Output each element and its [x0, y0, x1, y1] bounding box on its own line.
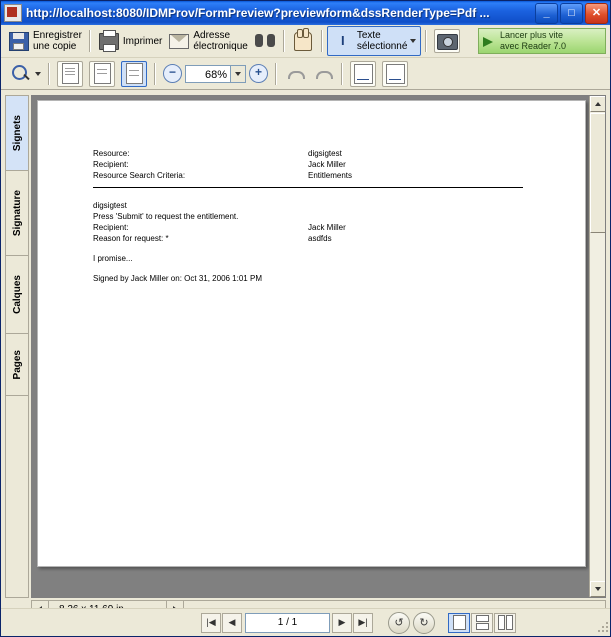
first-page-icon: |◀ — [206, 617, 216, 627]
sign-document-button[interactable] — [347, 60, 379, 88]
continuous-view-icon — [476, 615, 489, 630]
rotate-counterclockwise-button[interactable] — [388, 612, 410, 634]
select-text-label-line1: Texte — [356, 30, 381, 41]
pdf-viewport — [31, 95, 606, 598]
window-controls — [535, 3, 608, 24]
body-recipient-value: Jack Miller — [308, 223, 346, 232]
resource-label: Resource: — [93, 149, 130, 158]
sign-document-icon — [350, 61, 376, 87]
vertical-scroll-thumb[interactable] — [590, 113, 606, 233]
form-row — [93, 233, 567, 244]
zoom-out-icon: − — [163, 64, 182, 83]
camera-icon — [434, 29, 460, 53]
spacer — [93, 244, 567, 253]
search-criteria-value: Entitlements — [308, 171, 353, 180]
search-button[interactable] — [251, 27, 279, 55]
toolbar-separator — [321, 30, 323, 52]
single-page-view-button[interactable] — [448, 613, 470, 633]
close-button[interactable]: ✕ — [585, 3, 608, 24]
redo-button[interactable] — [309, 60, 337, 88]
zoom-dropdown-button[interactable] — [231, 65, 246, 83]
zoom-in-button[interactable] — [246, 60, 271, 88]
page-icon — [57, 61, 83, 87]
sidebar-tab-calques[interactable] — [6, 256, 28, 334]
next-page-button[interactable] — [332, 613, 352, 633]
page-number-input[interactable]: 1 / 1 — [245, 613, 330, 633]
email-label-line1: Adresse — [193, 30, 231, 41]
facing-pages-view-button[interactable] — [494, 613, 516, 633]
body-recipient-label: Recipient: — [93, 223, 129, 232]
envelope-icon — [168, 30, 190, 52]
sidebar-tab-label: Signets — [11, 114, 23, 152]
recipient-value: Jack Miller — [308, 160, 346, 169]
hand-icon — [292, 30, 314, 52]
magnifier-icon — [10, 63, 32, 85]
navigation-tabs — [5, 95, 29, 598]
rotate-clockwise-button[interactable] — [413, 612, 435, 634]
hand-tool-button[interactable] — [289, 27, 317, 55]
select-text-button[interactable] — [327, 26, 422, 56]
body-line-2: Press 'Submit' to request the entitlement. — [93, 212, 239, 221]
signature-text: Signed by Jack Miller on: Oct 31, 2006 1:01 PM — [93, 274, 262, 283]
reader-promo-banner[interactable] — [478, 28, 606, 54]
fast-forward-icon — [483, 34, 497, 48]
toolbar-separator — [425, 30, 427, 52]
page-fit-icon — [121, 61, 147, 87]
zoom-tool-button[interactable] — [7, 60, 44, 88]
sidebar-tab-label: Pages — [11, 349, 23, 380]
single-page-view-icon — [453, 615, 466, 630]
reason-value: asdfds — [308, 234, 332, 243]
toolbar-separator — [48, 63, 50, 85]
undo-button[interactable] — [281, 60, 309, 88]
acrobat-document-icon — [4, 4, 22, 22]
title-bar — [1, 1, 610, 25]
save-copy-label-line1: Enregistrer — [33, 30, 82, 41]
reader-promo-line1: Lancer plus vite — [500, 30, 564, 40]
chevron-down-icon[interactable] — [410, 39, 416, 43]
save-icon — [8, 30, 30, 52]
sign-validate-icon — [382, 61, 408, 87]
pdf-page[interactable] — [37, 100, 586, 567]
validate-signature-button[interactable] — [379, 60, 411, 88]
text-select-icon: I — [341, 33, 345, 48]
snapshot-button[interactable] — [431, 27, 463, 55]
recipient-label: Recipient: — [93, 160, 129, 169]
zoom-in-icon: + — [249, 64, 268, 83]
toolbar-separator — [89, 30, 91, 52]
reason-label: Reason for request: * — [93, 234, 169, 243]
save-copy-button[interactable] — [5, 27, 85, 55]
form-row — [93, 148, 567, 159]
document-area — [1, 91, 611, 637]
vertical-scrollbar[interactable] — [589, 96, 605, 597]
bottom-navigation-bar — [1, 608, 611, 636]
rotate-left-icon: ↺ — [394, 617, 404, 629]
first-page-button[interactable] — [201, 613, 221, 633]
chevron-down-icon[interactable] — [35, 72, 41, 76]
last-page-icon: ▶| — [358, 617, 368, 627]
save-copy-label-line2: une copie — [33, 41, 77, 52]
maximize-button[interactable]: □ — [560, 3, 583, 24]
divider — [93, 187, 523, 188]
email-label-line2: électronique — [193, 41, 248, 52]
form-row — [93, 170, 567, 181]
resize-grip[interactable] — [598, 622, 610, 634]
spacer — [93, 264, 567, 273]
page-icon — [89, 61, 115, 87]
page-navigation-group — [201, 612, 517, 634]
form-row — [93, 222, 567, 233]
continuous-view-button[interactable] — [471, 613, 493, 633]
printer-icon — [98, 30, 120, 52]
sidebar-tab-signature[interactable] — [6, 171, 28, 256]
email-button[interactable] — [165, 27, 250, 55]
main-toolbar — [1, 25, 610, 58]
facing-pages-view-icon — [498, 615, 513, 630]
last-page-button[interactable] — [353, 613, 373, 633]
zoom-level-input[interactable]: 68% — [185, 65, 231, 83]
toolbar-separator — [154, 63, 156, 85]
rotate-right-icon: ↻ — [419, 617, 429, 629]
sidebar-tab-pages[interactable] — [6, 334, 28, 396]
sidebar-tab-signets[interactable] — [6, 96, 28, 171]
search-criteria-label: Resource Search Criteria: — [93, 171, 186, 180]
fit-width-button[interactable] — [118, 60, 150, 88]
toolbar-separator — [341, 63, 343, 85]
undo-icon — [284, 63, 306, 85]
promise-text: I promise... — [93, 254, 133, 263]
select-text-label-line2: sélectionné — [356, 41, 408, 52]
toolbar-separator — [283, 30, 285, 52]
body-line-1: digsigtest — [93, 201, 127, 210]
zoom-out-button[interactable] — [160, 60, 185, 88]
scroll-up-button[interactable] — [590, 96, 606, 112]
form-content — [93, 148, 567, 284]
print-button[interactable] — [95, 27, 165, 55]
toolbar-separator — [275, 63, 277, 85]
prev-page-icon: ◀ — [228, 617, 236, 627]
binoculars-icon — [254, 30, 276, 52]
previous-page-button[interactable] — [222, 613, 242, 633]
sidebar-tab-label: Calques — [11, 275, 23, 314]
form-row — [93, 159, 567, 170]
minimize-button[interactable]: _ — [535, 3, 558, 24]
view-toolbar — [1, 58, 610, 90]
actual-size-button[interactable] — [54, 60, 86, 88]
window-title: http://localhost:8080/IDMProv/FormPreview?previewform&dssRenderType=Pdf ... — [26, 6, 490, 20]
next-page-icon: ▶ — [338, 617, 346, 627]
scroll-down-button[interactable] — [590, 581, 606, 597]
reader-promo-line2: avec Reader 7.0 — [500, 41, 567, 51]
chevron-down-icon — [235, 72, 241, 76]
fit-page-button[interactable] — [86, 60, 118, 88]
resource-value: digsigtest — [308, 149, 342, 158]
print-label: Imprimer — [122, 35, 163, 47]
redo-icon — [312, 63, 334, 85]
sidebar-tab-label: Signature — [11, 189, 23, 237]
